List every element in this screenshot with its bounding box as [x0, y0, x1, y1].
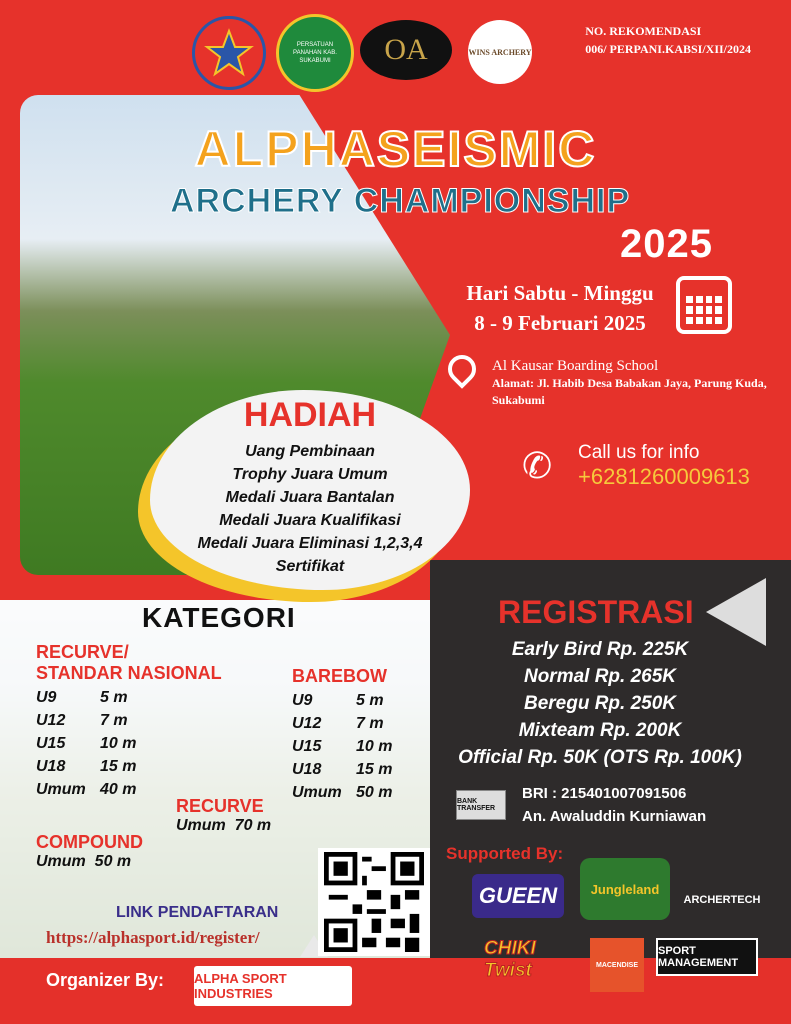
- venue: [492, 358, 782, 409]
- event-days: Hari Sabtu - Minggu: [466, 281, 654, 305]
- gueen-logo: GUEEN: [472, 874, 564, 918]
- list-item: Uang Pembinaan: [245, 443, 375, 460]
- event-subtitle: ARCHERY CHAMPIONSHIP: [170, 182, 631, 220]
- star-emblem-icon: [204, 28, 254, 78]
- organizer-label: Organizer By:: [46, 970, 165, 990]
- list-item: Medali Juara Kualifikasi: [219, 512, 401, 529]
- table-row: U15 10 m: [36, 735, 137, 752]
- table-row: U18 15 m: [292, 761, 393, 778]
- table-row: Umum 70 m: [176, 817, 272, 834]
- university-logo: [192, 16, 266, 90]
- contact-info: [578, 442, 750, 490]
- registration-link-url[interactable]: https://alphasport.id/register/: [46, 928, 260, 947]
- contact-label: Call us for info: [578, 442, 700, 463]
- bank-account: BRI : 215401007091506: [522, 785, 687, 802]
- registration-link-label: LINK PENDAFTARAN: [116, 904, 279, 921]
- hadiah-list: [150, 440, 470, 578]
- barebow-heading: BAREBOW: [292, 666, 387, 686]
- event-schedule: [455, 278, 665, 338]
- list-item: Mixteam Rp. 200K: [518, 720, 682, 741]
- recurve-heading: RECURVE: [176, 796, 264, 816]
- venue-name: Al Kausar Boarding School: [492, 358, 659, 374]
- hadiah-title: HADIAH: [243, 396, 377, 434]
- table-row: U12 7 m: [36, 712, 128, 729]
- archertech-logo: ARCHERTECH: [683, 894, 761, 906]
- compound-heading: COMPOUND: [36, 832, 143, 852]
- phone-icon: ✆: [522, 445, 553, 486]
- perpani-logo-text: PERSATUAN PANAHAN KAB. SUKABUMI: [293, 42, 337, 64]
- jungleland-logo: Jungleland: [580, 858, 670, 920]
- qr-code-icon: [322, 852, 426, 952]
- table-row: U12 7 m: [292, 715, 384, 732]
- table-row: U9 5 m: [292, 692, 384, 709]
- list-item: Medali Juara Eliminasi 1,2,3,4: [197, 535, 423, 552]
- table-row: Umum 40 m: [36, 781, 137, 798]
- list-item: Beregu Rp. 250K: [523, 693, 677, 714]
- table-row: Umum 50 m: [292, 784, 393, 801]
- bank-details: [522, 782, 706, 828]
- rec-number: 006/ PERPANI.KABSI/XII/2024: [585, 42, 751, 56]
- wins-archery-logo: [468, 20, 532, 84]
- table-row: U9 5 m: [36, 689, 128, 706]
- macendise-logo: MACENDISE: [590, 938, 644, 992]
- calendar-icon: [676, 276, 732, 334]
- event-dates: 8 - 9 Februari 2025: [474, 311, 646, 335]
- event-year: 2025: [620, 222, 713, 266]
- event-title: ALPHASEISMIC: [194, 121, 597, 177]
- rec-label: NO. REKOMENDASI: [585, 24, 702, 38]
- registrasi-title: REGISTRASI: [498, 594, 694, 630]
- barebow-section: [292, 666, 392, 804]
- list-item: Sertifikat: [275, 558, 345, 575]
- list-item: Official Rp. 50K (OTS Rp. 100K): [458, 747, 742, 768]
- recurve-nasional-section: [36, 642, 222, 801]
- sport-management-logo: SPORT MANAGEMENT: [656, 938, 758, 976]
- chiki-twist-logo: CHIKI Twist: [484, 938, 536, 981]
- alpha-sport-logo: ALPHA SPORT INDUSTRIES: [194, 966, 352, 1006]
- compound-section: [36, 832, 143, 871]
- recurve-section: [176, 796, 271, 835]
- bank-transfer-icon: BANK TRANSFER: [456, 790, 506, 820]
- registrasi-list: [440, 636, 760, 771]
- qr-code[interactable]: [318, 848, 430, 956]
- table-row: Umum 50 m: [36, 853, 132, 870]
- recurve-nasional-heading-2: STANDAR NASIONAL: [36, 663, 222, 683]
- recurve-nasional-heading-1: RECURVE/: [36, 642, 129, 662]
- supported-title: Supported By:: [446, 844, 564, 863]
- recommendation-number: [585, 22, 751, 58]
- venue-address: Alamat: Jl. Habib Desa Babakan Jaya, Parung Kuda, Sukabumi: [492, 376, 767, 407]
- list-item: Medali Juara Bantalan: [225, 489, 395, 506]
- contact-phone[interactable]: +6281260009613: [578, 464, 750, 489]
- list-item: Trophy Juara Umum: [232, 466, 388, 483]
- kategori-title: KATEGORI: [142, 602, 296, 633]
- table-row: U15 10 m: [292, 738, 393, 755]
- wins-archery-logo-text: WINS ARCHERY: [468, 47, 532, 57]
- bank-holder: An. Awaluddin Kurniawan: [522, 808, 707, 825]
- table-row: U18 15 m: [36, 758, 137, 775]
- list-item: Early Bird Rp. 225K: [511, 639, 689, 660]
- perpani-logo: [276, 14, 354, 92]
- oa-logo: [360, 20, 452, 80]
- oa-logo-text: OA: [384, 33, 428, 66]
- list-item: Normal Rp. 265K: [523, 666, 677, 687]
